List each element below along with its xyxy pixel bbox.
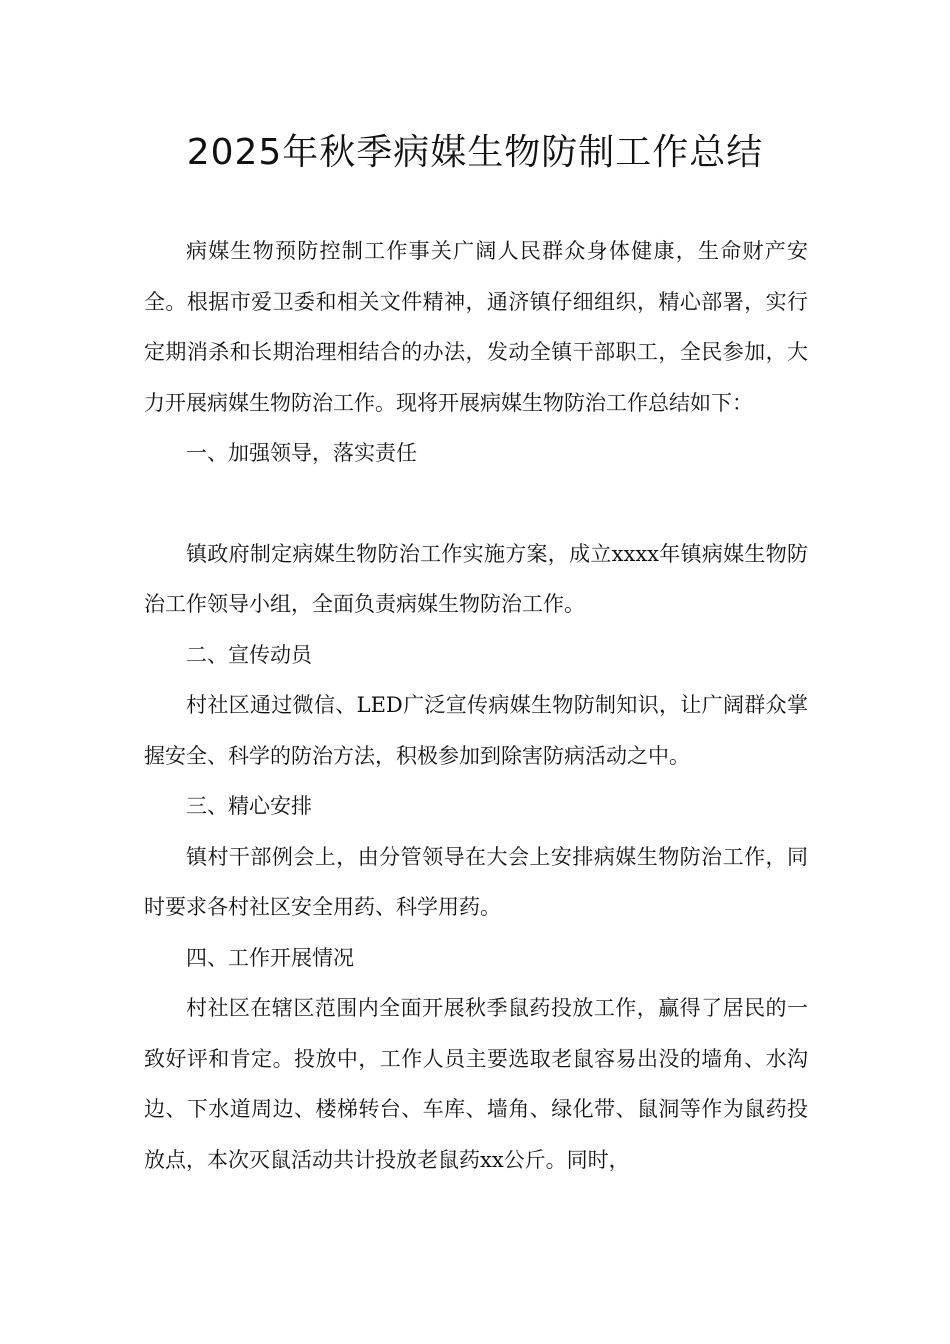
section-heading-4: 四、工作开展情况 — [186, 945, 354, 970]
section-heading-3: 三、精心安排 — [186, 794, 312, 818]
section-paragraph-1: 镇政府制定病媒生物防治工作实施方案，成立xxxx年镇病媒生物防治工作领导小组，全面负责病媒生物防治工作。 — [144, 541, 808, 616]
document-title: 2025年秋季病媒生物防制工作总结 — [186, 132, 764, 173]
section-paragraph-2: 村社区通过微信、LED广泛宣传病媒生物防制知识，让广阔群众掌握安全、科学的防治方法，积极参加到除害防病活动之中。 — [144, 693, 808, 768]
section-heading-2: 二、宣传动员 — [186, 642, 312, 667]
section-heading-1: 一、加强领导，落实责任 — [186, 441, 417, 465]
intro-paragraph: 病媒生物预防控制工作事关广阔人民群众身体健康，生命财产安全。根据市爱卫委和相关文件精神，通济镇仔细组织，精心部署，实行定期消杀和长期治理相结合的办法，发动全镇干部职工，全民参加，大力开展病媒生物防治工作。现将开展病媒生物防治工作总结如下： — [144, 239, 808, 415]
section-paragraph-4: 村社区在辖区范围内全面开展秋季鼠药投放工作，赢得了居民的一致好评和肯定。投放中，工作人员主要选取老鼠容易出没的墙角、水沟边、下水道周边、楼梯转台、车库、墙角、绿化带、鼠洞等作为鼠药投放点，本次灭鼠活动共计投放老鼠药xx公斤。同时， — [144, 996, 808, 1172]
document-body — [144, 226, 808, 1185]
section-paragraph-3: 镇村干部例会上，由分管领导在大会上安排病媒生物防治工作，同时要求各村社区安全用药、科学用药。 — [144, 844, 808, 919]
paragraph-gap — [144, 479, 808, 529]
